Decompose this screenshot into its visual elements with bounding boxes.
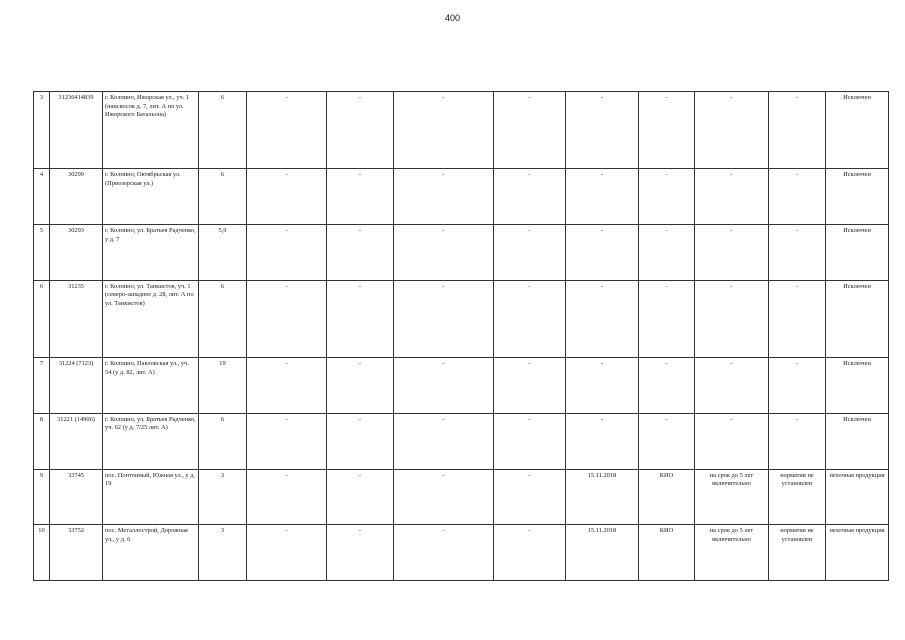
status-cell: Исключен — [826, 92, 889, 169]
quantity-cell: 6 — [199, 92, 247, 169]
decision-date-cell: 15.11.2018 — [566, 469, 639, 525]
term-cell: - — [695, 169, 769, 225]
column-2-value-cell: - — [327, 169, 394, 225]
term-cell: - — [695, 92, 769, 169]
organization-cell: КИО — [639, 525, 695, 581]
column-4-value-cell: - — [494, 225, 566, 281]
term-cell: - — [695, 280, 769, 357]
quantity-cell: 5,9 — [199, 225, 247, 281]
column-4-value-cell: - — [494, 413, 566, 469]
column-3-value-cell: - — [394, 225, 494, 281]
norm-cell: - — [769, 413, 826, 469]
address-cell: г. Колпино, ул. Танкистов, уч. 1 (северо-западнее д. 28, лит. А по ул. Танкистов) — [103, 280, 199, 357]
object-code-cell: 33752 — [50, 525, 103, 581]
object-code-cell: 31224 (7123) — [50, 358, 103, 414]
row-number-cell: 3 — [34, 92, 50, 169]
table-row — [34, 413, 889, 469]
object-code-cell: 31236414839 — [50, 92, 103, 169]
column-1-value-cell: - — [247, 225, 327, 281]
decision-date-cell: - — [566, 280, 639, 357]
column-4-value-cell: - — [494, 525, 566, 581]
column-1-value-cell: - — [247, 358, 327, 414]
norm-cell: - — [769, 169, 826, 225]
quantity-cell: 3 — [199, 469, 247, 525]
column-1-value-cell: - — [247, 169, 327, 225]
column-2-value-cell: - — [327, 358, 394, 414]
column-1-value-cell: - — [247, 280, 327, 357]
column-3-value-cell: - — [394, 92, 494, 169]
status-cell: Исключен — [826, 358, 889, 414]
organization-cell: - — [639, 225, 695, 281]
column-3-value-cell: - — [394, 413, 494, 469]
quantity-cell: 3 — [199, 525, 247, 581]
term-cell: - — [695, 413, 769, 469]
address-cell: пос. Металлострой, Дорожная ул., у д. 6 — [103, 525, 199, 581]
term-cell: - — [695, 358, 769, 414]
table-row — [34, 525, 889, 581]
address-cell: г. Колпино, Павловская ул., уч. 54 (у д. 82, лит. А) — [103, 358, 199, 414]
decision-date-cell: - — [566, 169, 639, 225]
column-3-value-cell: - — [394, 358, 494, 414]
column-4-value-cell: - — [494, 280, 566, 357]
quantity-cell: 19 — [199, 358, 247, 414]
decision-date-cell: 15.11.2018 — [566, 525, 639, 581]
status-cell: нехочная продукция — [826, 469, 889, 525]
norm-cell: норматив не установлен — [769, 525, 826, 581]
column-1-value-cell: - — [247, 469, 327, 525]
status-cell: Исключен — [826, 225, 889, 281]
column-2-value-cell: - — [327, 413, 394, 469]
column-4-value-cell: - — [494, 469, 566, 525]
object-code-cell: 31221 (14906) — [50, 413, 103, 469]
row-number-cell: 7 — [34, 358, 50, 414]
row-number-cell: 9 — [34, 469, 50, 525]
column-4-value-cell: - — [494, 169, 566, 225]
column-4-value-cell: - — [494, 358, 566, 414]
address-cell: г. Колпино, ул. Братьев Радченко, у д. 7 — [103, 225, 199, 281]
column-1-value-cell: - — [247, 525, 327, 581]
table-row — [34, 358, 889, 414]
norm-cell: - — [769, 280, 826, 357]
address-cell: г. Колпино, Октябрьская ул. (Приозерская ул.) — [103, 169, 199, 225]
organization-cell: - — [639, 280, 695, 357]
column-2-value-cell: - — [327, 280, 394, 357]
organization-cell: КИО — [639, 469, 695, 525]
status-cell: Исключен — [826, 413, 889, 469]
column-1-value-cell: - — [247, 413, 327, 469]
term-cell: на срок до 5 лет включительно — [695, 469, 769, 525]
row-number-cell: 8 — [34, 413, 50, 469]
object-code-cell: 30299 — [50, 169, 103, 225]
table-row — [34, 169, 889, 225]
quantity-cell: 6 — [199, 169, 247, 225]
column-3-value-cell: - — [394, 169, 494, 225]
table-row — [34, 280, 889, 357]
column-2-value-cell: - — [327, 525, 394, 581]
term-cell: на срок до 5 лет включительно — [695, 525, 769, 581]
column-3-value-cell: - — [394, 469, 494, 525]
decision-date-cell: - — [566, 358, 639, 414]
object-code-cell: 31235 — [50, 280, 103, 357]
column-4-value-cell: - — [494, 92, 566, 169]
quantity-cell: 6 — [199, 413, 247, 469]
address-cell: пос. Понтонный, Южная ул., у д. 19 — [103, 469, 199, 525]
row-number-cell: 5 — [34, 225, 50, 281]
row-number-cell: 4 — [34, 169, 50, 225]
column-2-value-cell: - — [327, 225, 394, 281]
address-cell: г. Колпино, ул. Братьев Радченко, уч. 62 (у д. 7/25 лит. А) — [103, 413, 199, 469]
registry-table — [33, 91, 889, 581]
status-cell: нехочная продукция — [826, 525, 889, 581]
organization-cell: - — [639, 413, 695, 469]
object-code-cell: 30293 — [50, 225, 103, 281]
column-1-value-cell: - — [247, 92, 327, 169]
column-3-value-cell: - — [394, 525, 494, 581]
norm-cell: - — [769, 225, 826, 281]
row-number-cell: 6 — [34, 280, 50, 357]
table-row — [34, 92, 889, 169]
page-number: 400 — [444, 13, 461, 23]
norm-cell: - — [769, 358, 826, 414]
object-code-cell: 33745 — [50, 469, 103, 525]
table-row — [34, 469, 889, 525]
column-2-value-cell: - — [327, 469, 394, 525]
term-cell: - — [695, 225, 769, 281]
column-3-value-cell: - — [394, 280, 494, 357]
decision-date-cell: - — [566, 413, 639, 469]
norm-cell: - — [769, 92, 826, 169]
organization-cell: - — [639, 358, 695, 414]
decision-date-cell: - — [566, 225, 639, 281]
quantity-cell: 6 — [199, 280, 247, 357]
status-cell: Исключен — [826, 169, 889, 225]
status-cell: Исключен — [826, 280, 889, 357]
organization-cell: - — [639, 169, 695, 225]
decision-date-cell: - — [566, 92, 639, 169]
row-number-cell: 10 — [34, 525, 50, 581]
organization-cell: - — [639, 92, 695, 169]
table-row — [34, 225, 889, 281]
norm-cell: норматив не установлен — [769, 469, 826, 525]
address-cell: г. Колпино, Ижорская ул., уч. 1 (наискосок д. 7, лит. А по ул. Ижорского Батальона) — [103, 92, 199, 169]
column-2-value-cell: - — [327, 92, 394, 169]
